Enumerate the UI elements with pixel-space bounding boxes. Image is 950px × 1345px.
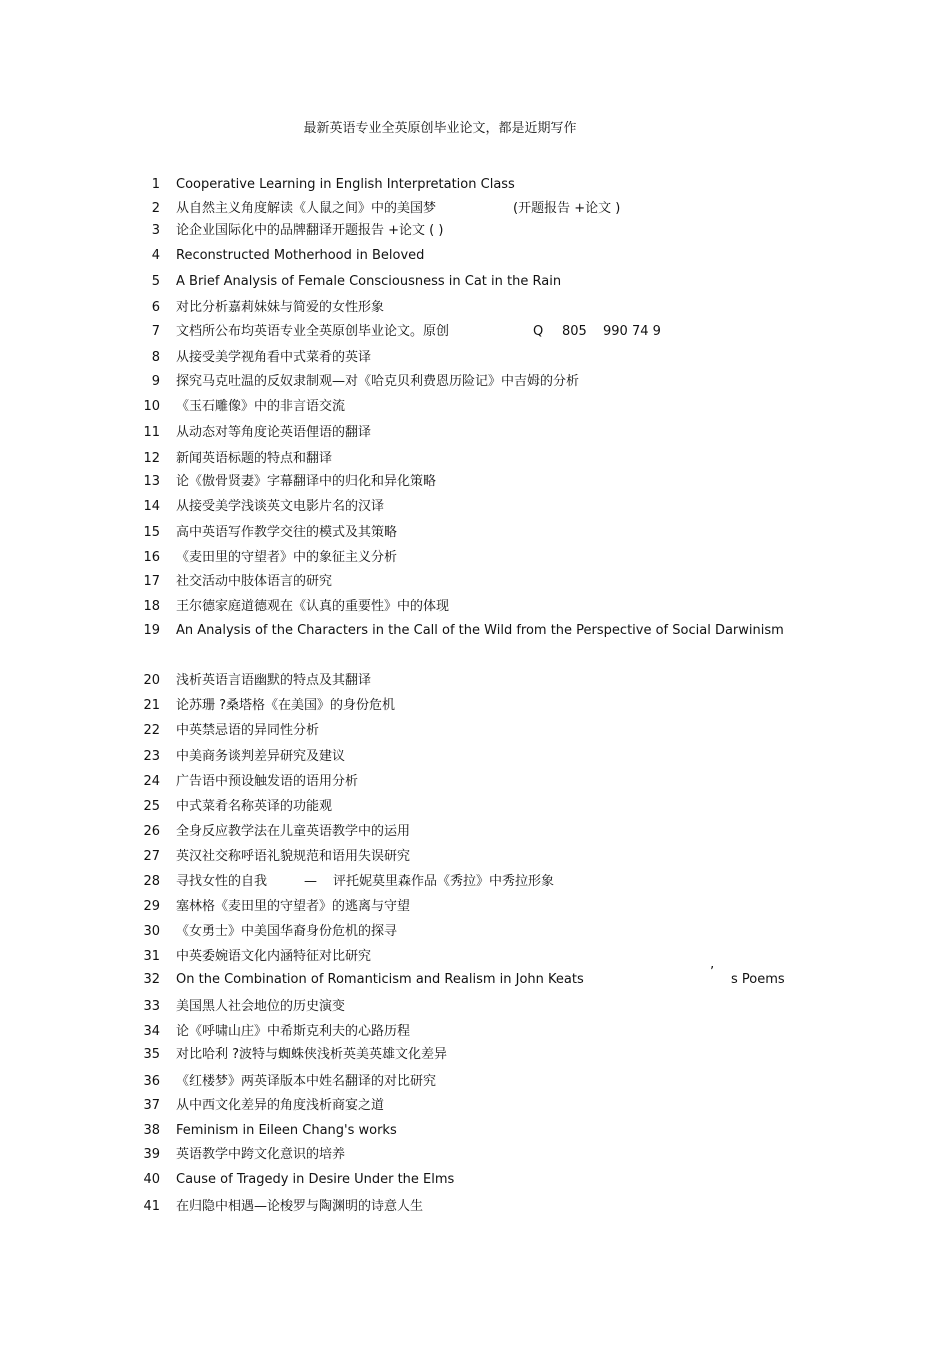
item-number: 29 [143, 899, 160, 914]
item-title: 《玉石雕像》中的非言语交流 [176, 399, 346, 414]
qq-number-part: 990 74 9 [603, 324, 661, 339]
item-title: 中美商务谈判差异研究及建议 [176, 749, 346, 764]
item-number: 9 [151, 374, 160, 389]
item-title: 英语教学中跨文化意识的培养 [176, 1147, 346, 1162]
item-title: 寻找女性的自我 [176, 874, 268, 889]
item-number: 32 [143, 972, 160, 987]
item-number: 11 [143, 425, 160, 440]
item-number: 3 [151, 223, 160, 238]
item-note: (开题报告 +论文 ) [513, 201, 621, 216]
item-title: 论苏珊 ?桑塔格《在美国》的身份危机 [176, 698, 396, 713]
item-title: 英汉社交称呼语礼貌规范和语用失误研究 [176, 849, 411, 864]
item-title: 对比哈利 ?波特与蜘蛛侠浅析英美英雄文化差异 [176, 1047, 448, 1062]
item-number: 35 [143, 1047, 160, 1062]
item-title: A Brief Analysis of Female Consciousness in Cat in the Rain [176, 274, 562, 289]
item-number: 1 [151, 177, 160, 192]
item-title: 王尔德家庭道德观在《认真的重要性》中的体现 [176, 599, 450, 614]
item-number: 34 [143, 1024, 160, 1039]
item-title: 在归隐中相遇—论梭罗与陶渊明的诗意人生 [176, 1199, 424, 1214]
item-title: 文档所公布均英语专业全英原创毕业论文。原创 [176, 324, 450, 339]
item-title: 社交活动中肢体语言的研究 [176, 574, 333, 589]
item-number: 19 [143, 623, 160, 638]
item-number: 16 [143, 550, 160, 565]
item-title: 《麦田里的守望者》中的象征主义分析 [176, 550, 398, 565]
item-number: 7 [151, 324, 160, 339]
item-title: 美国黑人社会地位的历史演变 [176, 999, 346, 1014]
item-number: 5 [151, 274, 160, 289]
item-title: 从自然主义角度解读《人鼠之间》中的美国梦 [176, 201, 437, 216]
item-number: 6 [151, 300, 160, 315]
item-number: 28 [143, 874, 160, 889]
item-title-continued: s Poems [731, 972, 785, 987]
item-number: 15 [143, 525, 160, 540]
item-title: Cooperative Learning in English Interpretation Class [176, 177, 515, 192]
item-number: 20 [143, 673, 160, 688]
item-number: 36 [143, 1074, 160, 1089]
apostrophe-mark: ’ [710, 965, 715, 980]
item-title: 从中西文化差异的角度浅析商宴之道 [176, 1098, 385, 1113]
item-number: 2 [151, 201, 160, 216]
item-title: 高中英语写作教学交往的模式及其策略 [176, 525, 398, 540]
item-number: 18 [143, 599, 160, 614]
item-number: 38 [143, 1123, 160, 1138]
item-title: 《女勇士》中美国华裔身份危机的探寻 [176, 924, 398, 939]
item-title: 塞林格《麦田里的守望者》的逃离与守望 [176, 899, 411, 914]
item-number: 39 [143, 1147, 160, 1162]
item-number: 23 [143, 749, 160, 764]
item-number: 24 [143, 774, 160, 789]
item-number: 40 [143, 1172, 160, 1187]
item-title-continued: 评托妮莫里森作品《秀拉》中秀拉形象 [333, 874, 555, 889]
item-title: 论《傲骨贤妻》字幕翻译中的归化和异化策略 [176, 474, 437, 489]
item-title: 探究马克吐温的反奴隶制观—对《哈克贝利费恩历险记》中吉姆的分析 [176, 374, 580, 389]
item-number: 25 [143, 799, 160, 814]
item-title: 从动态对等角度论英语俚语的翻译 [176, 425, 372, 440]
item-number: 22 [143, 723, 160, 738]
item-number: 30 [143, 924, 160, 939]
item-number: 26 [143, 824, 160, 839]
item-title: 论企业国际化中的品牌翻译开题报告 +论文 ( ) [176, 223, 444, 238]
item-title: On the Combination of Romanticism and Realism in John Keats [176, 972, 584, 987]
item-title: 中式菜肴名称英译的功能观 [176, 799, 333, 814]
item-title: 从接受美学视角看中式菜肴的英译 [176, 350, 372, 365]
item-number: 41 [143, 1199, 160, 1214]
item-title: 全身反应教学法在儿童英语教学中的运用 [176, 824, 411, 839]
item-number: 27 [143, 849, 160, 864]
item-number: 31 [143, 949, 160, 964]
item-title: 论《呼啸山庄》中希斯克利夫的心路历程 [176, 1024, 411, 1039]
item-title: 广告语中预设触发语的语用分析 [176, 774, 359, 789]
item-number: 17 [143, 574, 160, 589]
page-title: 最新英语专业全英原创毕业论文，都是近期写作 [303, 121, 577, 136]
item-title: An Analysis of the Characters in the Call of the Wild from the Perspective of Social Darwinism [176, 623, 784, 638]
item-title: 中英委婉语文化内涵特征对比研究 [176, 949, 372, 964]
item-title: 《红楼梦》两英译版本中姓名翻译的对比研究 [176, 1074, 437, 1089]
item-number: 12 [143, 451, 160, 466]
item-number: 4 [151, 248, 160, 263]
item-title: 从接受美学浅谈英文电影片名的汉译 [176, 499, 385, 514]
qq-number-part: 805 [562, 324, 587, 339]
qq-label: Q [533, 324, 544, 339]
item-title: Reconstructed Motherhood in Beloved [176, 248, 425, 263]
item-number: 8 [151, 350, 160, 365]
item-title: Cause of Tragedy in Desire Under the Elms [176, 1172, 455, 1187]
item-number: 14 [143, 499, 160, 514]
item-title: Feminism in Eileen Chang's works [176, 1123, 397, 1138]
item-number: 33 [143, 999, 160, 1014]
item-title: 对比分析嘉莉妹妹与简爱的女性形象 [176, 300, 385, 315]
item-title: 新闻英语标题的特点和翻译 [176, 451, 333, 466]
item-title: 中英禁忌语的异同性分析 [176, 723, 320, 738]
item-number: 13 [143, 474, 160, 489]
item-number: 10 [143, 399, 160, 414]
item-number: 21 [143, 698, 160, 713]
item-title: 浅析英语言语幽默的特点及其翻译 [176, 673, 372, 688]
item-number: 37 [143, 1098, 160, 1113]
dash-separator: — [304, 874, 317, 889]
